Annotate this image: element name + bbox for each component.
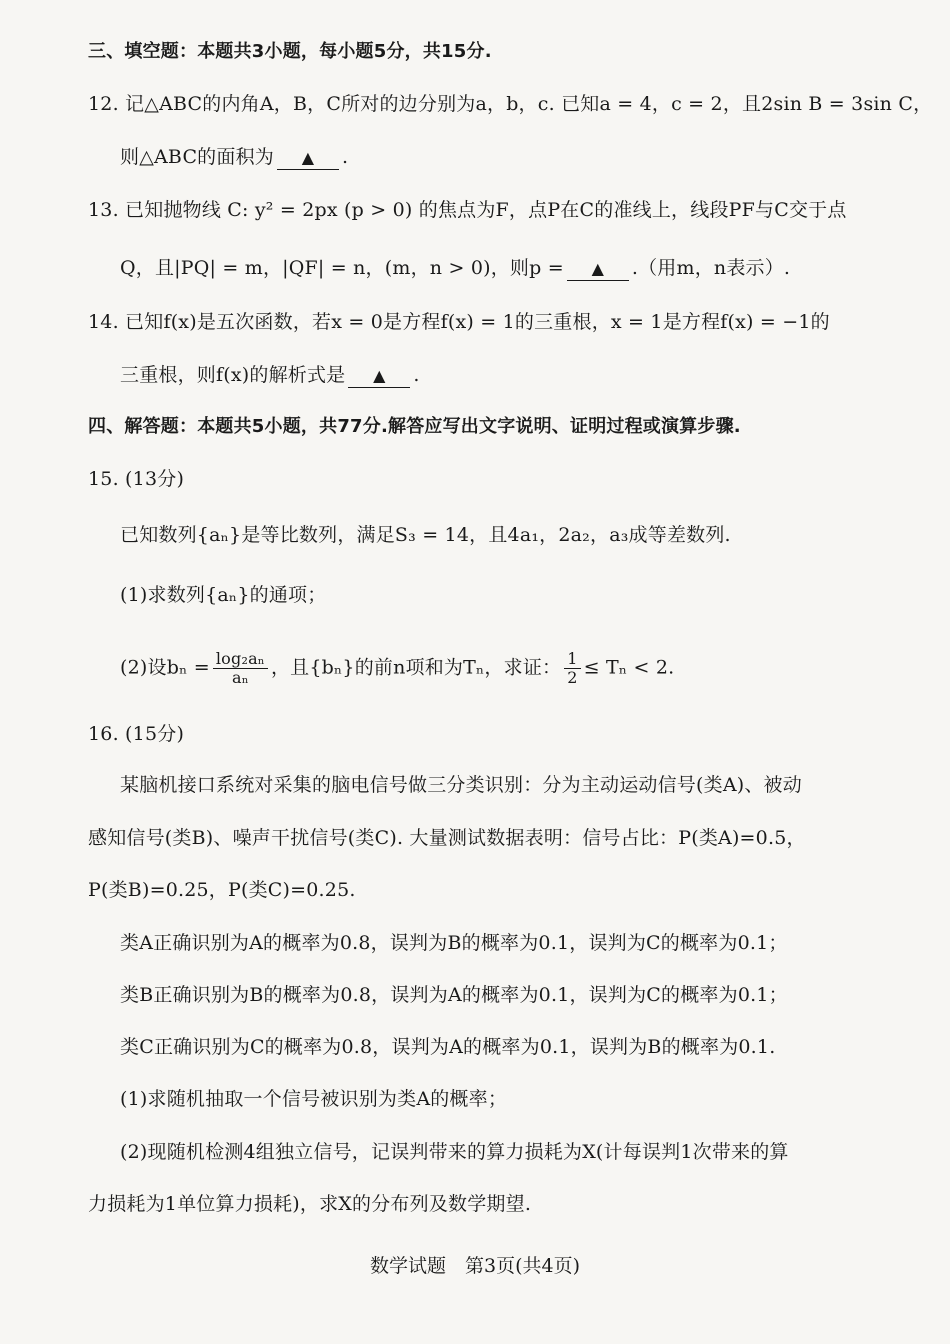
page-footer: 数学试题 第3页(共4页) [369,1255,580,1277]
answer-blank-13 [567,257,629,281]
question-16-part2-line2: 力损耗为1单位算力损耗)，求X的分布列及数学期望. [88,1193,532,1215]
section4-header: 四、解答题：本题共5小题，共77分.解答应写出文字说明、证明过程或演算步骤. [88,416,741,437]
section3-header: 三、填空题：本题共3小题，每小题5分，共15分. [88,41,492,62]
question-12-line1: 12. 记△ABC的内角A，B，C所对的边分别为a，b，c. 已知a = 4，c = 2，且2sin B = 3sin C， [88,93,933,115]
question-13-line1: 13. 已知抛物线 C: y² = 2px (p > 0) 的焦点为F，点P在C的准线上，线段PF与C交于点 [88,199,847,221]
question-15-stem: 已知数列{aₙ}是等比数列，满足S₃ = 14，且4a₁，2a₂，a₃成等差数列. [120,524,731,546]
fraction-log [213,650,268,687]
question-16-para1-line2: 感知信号(类B)、噪声干扰信号(类C). 大量测试数据表明：信号占比：P(类A)=0.5， [88,827,806,849]
question-16-part2-line1: (2)现随机检测4组独立信号，记误判带来的算力损耗为X(计每误判1次带来的算 [120,1141,789,1163]
fraction-half [564,650,580,687]
part2-suffix: ≤ Tₙ < 2. [583,656,675,679]
question-15-title: 15. (13分) [88,468,185,490]
question-12-end: . [342,146,349,168]
question-12-text: 则△ABC的面积为 [120,146,274,168]
part2-middle: ，且{bₙ}的前n项和为Tₙ，求证： [270,656,562,679]
triangle-marker-icon: ▲ [591,259,605,278]
question-16-part1: (1)求随机抽取一个信号被识别为类A的概率； [120,1088,508,1110]
question-15-part1: (1)求数列{aₙ}的通项； [120,584,327,606]
question-16-rule-c: 类C正确识别为C的概率为0.8，误判为A的概率为0.1，误判为B的概率为0.1. [120,1036,776,1058]
half-numerator: 1 [564,650,580,669]
question-14-line1: 14. 已知f(x)是五次函数，若x = 0是方程f(x) = 1的三重根，x = 1是方程f(x) = −1的 [88,311,830,333]
triangle-marker-icon: ▲ [301,148,315,167]
fraction-numerator: log₂aₙ [213,650,268,669]
question-15-part2 [120,650,674,687]
question-14-text: 三重根，则f(x)的解析式是 [120,364,346,386]
question-14-end: . [413,364,420,386]
part2-prefix: (2)设bₙ = [120,656,210,679]
triangle-marker-icon: ▲ [373,366,386,385]
question-16-title: 16. (15分) [88,723,185,745]
question-13-text: Q，且|PQ| = m，|QF| = n，(m，n > 0)，则p = [120,257,564,279]
question-13-line2 [120,254,790,282]
question-14-line2 [120,361,420,389]
answer-blank-14 [348,364,410,388]
question-16-para1-line3: P(类B)=0.25，P(类C)=0.25. [88,879,356,901]
answer-blank-12 [277,146,339,170]
question-13-end: .（用m，n表示）. [631,257,791,279]
question-16-rule-a: 类A正确识别为A的概率为0.8，误判为B的概率为0.1，误判为C的概率为0.1； [120,932,788,954]
half-denominator: 2 [567,668,578,687]
fraction-denominator: aₙ [231,668,249,687]
question-16-rule-b: 类B正确识别为B的概率为0.8，误判为A的概率为0.1，误判为C的概率为0.1； [120,984,788,1006]
question-16-para1-line1: 某脑机接口系统对采集的脑电信号做三分类识别：分为主动运动信号(类A)、被动 [120,774,802,796]
question-12-line2 [120,143,348,171]
